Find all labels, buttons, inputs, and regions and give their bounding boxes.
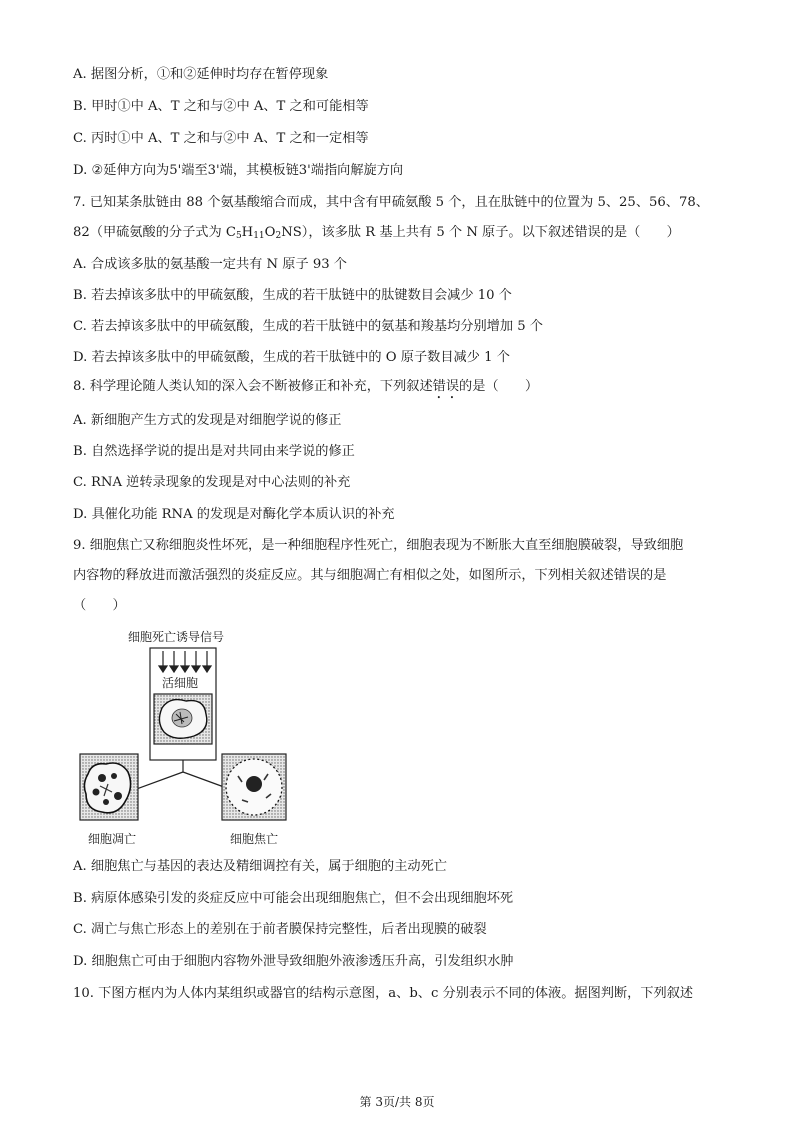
q8-stem <box>73 378 538 402</box>
q6-option-a: A. 据图分析，①和②延伸时均存在暂停现象 <box>73 67 329 82</box>
live-cell-nucleus <box>172 709 192 727</box>
cell-death-diagram <box>70 626 310 846</box>
pyroptotic-nucleus <box>246 776 262 792</box>
q9-option-c: C. 凋亡与焦亡形态上的差别在于前者膜保持完整性，后者出现膜的破裂 <box>73 922 487 937</box>
q7-option-b: B. 若去掉该多肽中的甲硫氨酸，生成的若干肽链中的肽键数目会减少 10 个 <box>73 288 512 303</box>
q7-stem-line1: 7. 已知某条肽链由 88 个氨基酸缩合而成，其中含有甲硫氨酸 5 个，且在肽链中的位置为 5、25、56、78、 <box>73 195 709 210</box>
q9-option-a: A. 细胞焦亡与基因的表达及精细调控有关，属于细胞的主动死亡 <box>73 859 447 874</box>
q8-option-b: B. 自然选择学说的提出是对共同由来学说的修正 <box>73 444 355 459</box>
q9-option-b: B. 病原体感染引发的炎症反应中可能会出现细胞焦亡，但不会出现细胞坏死 <box>73 891 514 906</box>
q7-formula-text: H <box>241 225 254 240</box>
q8-option-a: A. 新细胞产生方式的发现是对细胞学说的修正 <box>73 413 342 428</box>
q6-option-b: B. 甲时①中 A、T 之和与②中 A、T 之和可能相等 <box>73 99 369 114</box>
q7-stem-text: NS），该多肽 R 基上共有 5 个 N 原子。以下叙述错误的是（ ） <box>281 225 680 240</box>
q7-formula-text: O <box>264 225 276 240</box>
q7-option-a: A. 合成该多肽的氨基酸一定共有 N 原子 93 个 <box>73 257 347 272</box>
pyroptosis-label: 细胞焦亡 <box>230 832 279 846</box>
q8-option-d: D. 具催化功能 RNA 的发现是对酶化学本质认识的补充 <box>73 507 395 522</box>
q7-option-c: C. 若去掉该多肽中的甲硫氨酸，生成的若干肽链中的氨基和羧基均分别增加 5 个 <box>73 319 543 334</box>
apoptosis-label: 细胞凋亡 <box>88 832 137 846</box>
q6-option-d: D. ②延伸方向为5'端至3'端，其模板链3'端指向解旋方向 <box>73 163 404 178</box>
q10-stem-line1: 10. 下图方框内为人体内某组织或器官的结构示意图，a、b、c 分别表示不同的体液。据图判断，下列叙述 <box>73 986 694 1001</box>
apoptotic-cell <box>84 763 130 813</box>
q8-stem-text: 8. 科学理论随人类认知的深入会不断被修正和补充，下列叙述 <box>73 379 433 394</box>
q9-stem-line1: 9. 细胞焦亡又称细胞炎性坏死，是一种细胞程序性死亡，细胞表现为不断胀大直至细胞膜破裂，导致细胞 <box>73 538 684 553</box>
signal-label: 细胞死亡诱导信号 <box>128 630 225 644</box>
q8-stem-text: 的是（ ） <box>459 379 539 394</box>
q9-option-d: D. 细胞焦亡可由于细胞内容物外泄导致细胞外液渗透压升高，引发组织水肿 <box>73 954 514 969</box>
q6-option-c: C. 丙时①中 A、T 之和与②中 A、T 之和一定相等 <box>73 131 369 146</box>
q7-stem-line2 <box>73 224 680 242</box>
q7-stem-text: 82（甲硫氨酸的分子式为 C <box>73 225 236 240</box>
page-number: 第 3页/共 8页 <box>359 1095 435 1109</box>
q7-formula-sub: 2 <box>275 231 282 241</box>
q9-stem-line3: （ ） <box>73 598 126 613</box>
live-cell-label: 活细胞 <box>162 676 199 690</box>
q8-stem-emphasis: 错误 <box>432 379 460 394</box>
q8-option-c: C. RNA 逆转录现象的发现是对中心法则的补充 <box>73 475 351 490</box>
q7-formula-sub: 11 <box>253 231 265 241</box>
q7-option-d: D. 若去掉该多肽中的甲硫氨酸，生成的若干肽链中的 O 原子数目减少 1 个 <box>73 350 510 365</box>
cell-death-figure <box>70 626 310 846</box>
q9-stem-line2: 内容物的释放进而激活强烈的炎症反应。其与细胞凋亡有相似之处，如图所示，下列相关叙述错误的是 <box>73 568 667 583</box>
q7-formula-sub: 5 <box>235 231 242 241</box>
